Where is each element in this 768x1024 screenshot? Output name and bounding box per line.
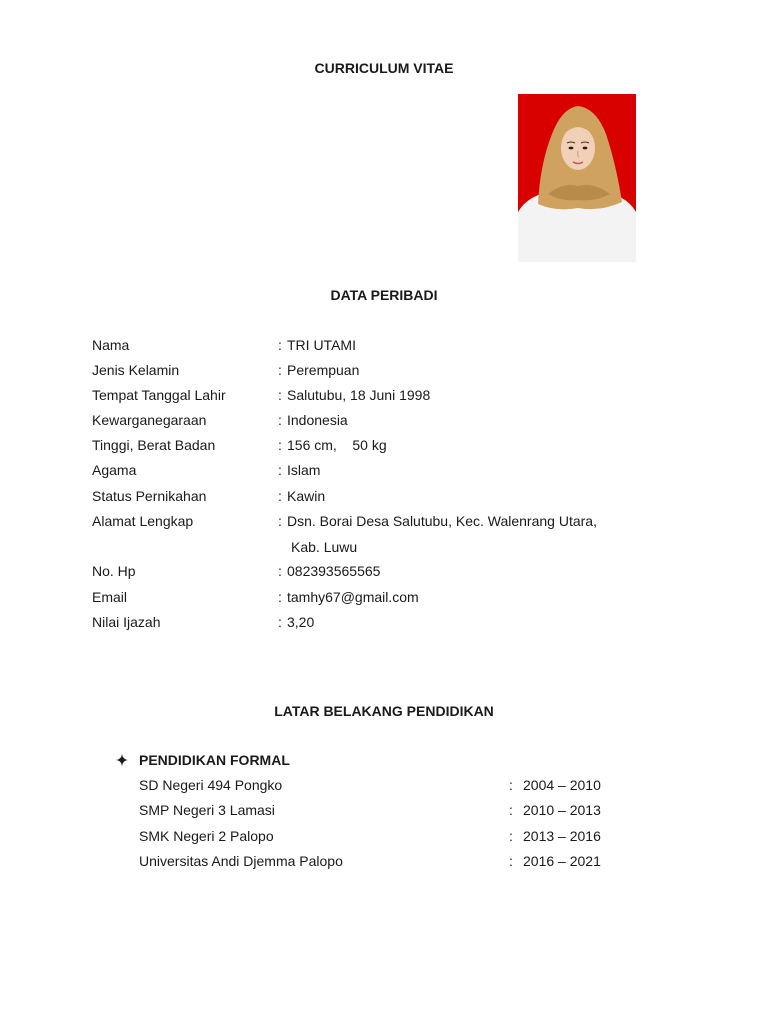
label-nama: Nama: [92, 337, 130, 353]
education-item-school: SMP Negeri 3 Lamasi: [139, 802, 275, 818]
value-nama: : TRI UTAMI: [278, 337, 356, 353]
education-item-school: SD Negeri 494 Pongko: [139, 777, 283, 793]
education-item-school: SMK Negeri 2 Palopo: [139, 828, 274, 844]
portrait-photo: [518, 94, 636, 262]
value-nilai-ijazah: : 3,20: [278, 614, 315, 630]
document-title: CURRICULUM VITAE: [314, 60, 454, 76]
education-item-years: 2016 – 2021: [523, 853, 601, 869]
value-kewarganegaraan: : Indonesia: [278, 412, 348, 428]
label-status-pernikahan: Status Pernikahan: [92, 488, 207, 504]
label-email: Email: [92, 589, 128, 605]
label-jenis-kelamin: Jenis Kelamin: [92, 362, 180, 378]
education-item-separator: :: [509, 802, 513, 818]
label-tinggi-berat-badan: Tinggi, Berat Badan: [92, 437, 216, 453]
label-agama: Agama: [92, 462, 137, 478]
value-alamat-lengkap: : Dsn. Borai Desa Salutubu, Kec. Walenrang Utara,: [278, 513, 597, 529]
label-nilai-ijazah: Nilai Ijazah: [92, 614, 161, 630]
section-heading-education: LATAR BELAKANG PENDIDIKAN: [274, 703, 494, 719]
education-item-years: 2013 – 2016: [523, 828, 601, 844]
value-email: : tamhy67@gmail.com: [278, 589, 419, 605]
value-agama: : Islam: [278, 462, 321, 478]
portrait-illustration: [518, 94, 636, 262]
value-tempat-tanggal-lahir: : Salutubu, 18 Juni 1998: [278, 387, 431, 403]
education-item-separator: :: [509, 853, 513, 869]
value-status-pernikahan: : Kawin: [278, 488, 326, 504]
value-alamat-lengkap-continuation: Kab. Luwu: [291, 539, 358, 555]
diamond-bullet-icon: [116, 752, 139, 768]
education-item-separator: :: [509, 777, 513, 793]
label-tempat-tanggal-lahir: Tempat Tanggal Lahir: [92, 387, 226, 403]
label-no-hp: No. Hp: [92, 563, 136, 579]
education-item-years: 2010 – 2013: [523, 802, 601, 818]
education-item-separator: :: [509, 828, 513, 844]
label-kewarganegaraan: Kewarganegaraan: [92, 412, 207, 428]
education-item-school: Universitas Andi Djemma Palopo: [139, 853, 343, 869]
value-no-hp: : 082393565565: [278, 563, 381, 579]
formal-education-heading: PENDIDIKAN FORMAL: [116, 752, 290, 768]
value-jenis-kelamin: : Perempuan: [278, 362, 360, 378]
education-item-years: 2004 – 2010: [523, 777, 601, 793]
section-heading-personal: DATA PERIBADI: [330, 287, 438, 303]
label-alamat-lengkap: Alamat Lengkap: [92, 513, 194, 529]
value-tinggi-berat-badan: : 156 cm, 50 kg: [278, 437, 387, 453]
